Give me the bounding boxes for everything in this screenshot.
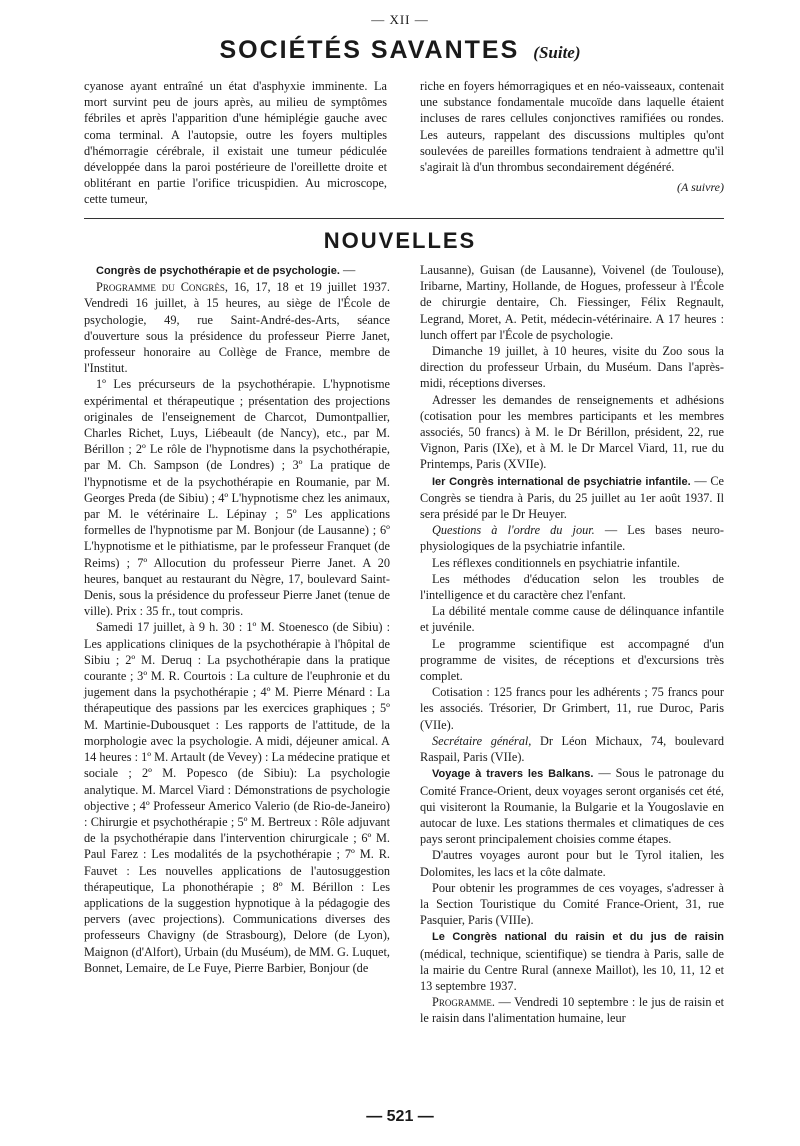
news-paragraph	[420, 473, 724, 523]
news-rubric: Congrès de psychothérapie et de psychologie.	[96, 265, 340, 277]
paragraph-text: Dimanche 19 juillet, à 10 heures, visite du Zoo sous la direction du professeur Urbain, du Muséum. Dans l'après-midi, réceptions diverses.	[420, 344, 724, 391]
news-paragraph	[420, 847, 724, 879]
section-title: SOCIÉTÉS SAVANTES	[219, 36, 520, 64]
previous-article-right	[420, 78, 724, 195]
news-paragraph	[420, 733, 724, 765]
news-paragraph	[420, 262, 724, 343]
news-title: NOUVELLES	[323, 228, 477, 253]
paragraph-text: Adresser les demandes de renseignements et adhésions (cotisation pour les membres participants et les membres associés, 50 francs) à M. le Dr Bérillon, président, 22, rue Vignon, Paris (IXe), et à M. le Dr Marcel Viard, 11, rue du Printemps, Paris (XVIIe).	[420, 392, 724, 472]
news-rubric: Ier Congrès international de psychiatrie infantile.	[432, 475, 691, 488]
paragraph: riche en foyers hémorragiques et en néo-vaisseaux, contenait une substance fondamentale mucoïde dans laquelle étaient incluses de rares cellules conjonctives ramifiées ou rondes. Les auteurs, rappelant des discussions multiples qu'ont soulevées de pareilles formations tendraient à admettre qu'il s'agirait là d'un thrombus secondairement dégénéré.	[420, 79, 724, 175]
paragraph-text: 1º Les précurseurs de la psychothérapie. L'hypnotisme expérimental et thérapeutique ; présentation des projections originales de l'enseignement de Charcot, Dumontpallier, Charles Richet, Luys, Liébeault (de Nancy), etc., par M. Bérillon ; 2º Le rôle de l'hypnotisme dans la psychothérapie, par M. Ch. Sampson (de Londres) ; 3º La pratique de l'hypnotisme et de la psychothérapie en Roumanie, par M. Georges Preda (de Sibiu) ; 4º L'hypnotisme chez les animaux, par M. le vétérinaire L. Lépinay ; 5º Les applications formelles de l'hypnotisme par M. Bonjour (de Lausanne) ; 6º L'hypnotisme et le pithiatisme, par le professeur Franquet (de Reims) ; 7º Allocution du professeur Pierre Janet. A 20 heures, banquet au restaurant du Nègre, 17, boulevard Saint-Denis, sous la présidence du professeur Pierre Janet (tenue de ville). Prix : 35 fr., tout compris.	[84, 377, 390, 619]
news-column-right	[420, 262, 724, 1027]
divider	[84, 218, 724, 219]
news-paragraph	[420, 765, 724, 847]
news-paragraph	[420, 522, 724, 554]
paragraph-text: — Ce Congrès se tiendra à Paris, du 25 juillet au 1er août 1937. Il sera présidé par le Dr Heuyer.	[420, 473, 724, 522]
news-rubric: Le Congrès national du raisin et du jus de raisin	[432, 931, 724, 944]
news-paragraph	[420, 636, 724, 685]
section-header	[0, 36, 800, 65]
paragraph-text: , 16, 17, 18 et 19 juillet 1937. Vendredi 16 juillet, à 15 heures, au siège de l'École de psychologie, 49, rue Saint-André-des-Arts, séance d'ouverture sous la présidence du professeur Pierre Janet, professeur honoraire au Collège de France, membre de l'Institut.	[84, 280, 390, 376]
paragraph-text: La débilité mentale comme cause de délinquance infantile et juvénile.	[420, 604, 724, 635]
paragraph-text: Dr Léon Michaux, 74, boulevard Raspail, Paris (VIIe).	[420, 733, 724, 765]
paragraph-text: (médical, technique, scientifique) se tiendra à Paris, salle de la mairie du Centre Rural (annexe Maillot), les 10, 11, 12 et 13 septembre 1937.	[420, 946, 724, 993]
to-be-continued: (A suivre)	[677, 180, 724, 195]
small-caps-lead: Programme.	[432, 995, 495, 1010]
previous-article-left	[84, 78, 387, 208]
paragraph-text: Lausanne), Guisan (de Lausanne), Voivenel (de Toulouse), Iribarne, Martiny, Hollande, de Hogues, professeur à l'École de chirurgie dentaire, Ch. Fiessinger, Félix Regnault, Legrand, Moret, A. Petit, médecin-vétérinaire. A 17 heures : lunch offert par l'École de psychologie.	[420, 263, 724, 342]
news-paragraph	[84, 619, 390, 975]
paragraph-text: Les réflexes conditionnels en psychiatrie infantile.	[432, 555, 680, 570]
paragraph-text: Le programme scientifique est accompagné d'un programme de visites, de réceptions et d'excursions très complet.	[420, 636, 724, 684]
news-paragraph	[420, 343, 724, 392]
paragraph-text: — Sous le patronage du Comité France-Orient, deux voyages seront organisés cet été, qui visiteront la Roumanie, la Bulgarie et la Yougoslavie en autocar de luxe. Les stations thermales et climatiques de ces pays seront principalement choisies comme étapes.	[420, 766, 724, 847]
section-suite: (Suite)	[533, 43, 581, 62]
news-paragraph	[84, 262, 390, 279]
news-paragraph	[84, 279, 390, 376]
news-paragraph	[420, 928, 724, 994]
paragraph-text: Cotisation : 125 francs pour les adhérents ; 75 francs pour les associés. Trésorier, Dr Grimbert, 11, rue Duroc, Paris (VIIe).	[420, 685, 724, 732]
news-paragraph	[420, 392, 724, 473]
paragraph-text: —	[339, 263, 356, 277]
news-paragraph	[84, 376, 390, 619]
news-rubric: Voyage à travers les Balkans.	[432, 768, 594, 781]
small-caps-lead: Programme du Congrès	[96, 280, 225, 295]
news-paragraph	[420, 880, 724, 929]
news-paragraph	[420, 603, 724, 635]
paragraph-text: — Vendredi 10 septembre : le jus de raisin et le raisin dans l'alimentation humaine, leur	[420, 995, 724, 1026]
paragraph: cyanose ayant entraîné un état d'asphyxie imminente. La mort survint peu de jours après, au milieu de symptômes fébriles et après l'apparition d'une hémiplégie gauche avec coma terminal. A l'autopsie, outre les foyers multiples d'hémorragie cérébrale, il existait une tumeur pédiculée développée dans la paroi postérieure de l'oreillette droite et oblitérant en partie l'orifice tricuspidien. Au microscope, cette tumeur,	[84, 79, 387, 207]
news-paragraph	[420, 571, 724, 603]
italic-lead: Secrétaire général,	[432, 733, 532, 748]
page-number: — 521 —	[366, 1108, 434, 1125]
news-paragraph	[420, 684, 724, 733]
news-paragraph	[420, 555, 724, 571]
paragraph-text: Les méthodes d'éducation selon les troubles de l'intelligence et du caractère chez l'enfant.	[420, 571, 724, 603]
news-column-left	[84, 262, 390, 976]
italic-lead: Questions à l'ordre du jour.	[432, 523, 595, 538]
roman-page-number: — XII —	[371, 12, 429, 27]
news-paragraph	[420, 994, 724, 1026]
paragraph-text: D'autres voyages auront pour but le Tyrol italien, les Dolomites, les lacs et la côte dalmate.	[420, 848, 724, 879]
paragraph-text: Pour obtenir les programmes de ces voyages, s'adresser à la Section Touristique du Comité France-Orient, 31, rue Pasquier, Paris (VIIIe).	[420, 880, 724, 928]
paragraph-text: — Les bases neuro-physiologiques de la psychiatrie infantile.	[420, 523, 724, 554]
paragraph-text: Samedi 17 juillet, à 9 h. 30 : 1º M. Stoenesco (de Sibiu) : Les applications cliniques de la psychothérapie à l'hôpital de Sibiu ; 2º M. Deruq : La psychothérapie dans la pratique courante ; 3º M. R. Courtois : La culture de l'euphronie et du jugement dans la psychothérapie ; 4º M. Pierre Ménard : La thérapeutique des passions par les exercices graphiques ; 5º M. Martinie-Dubousquet : Les rapports de l'attitude, de la morphologie avec la psychologie. A midi, déjeuner amical. A 14 heures : 1º M. Artault (de Vevey) : La médecine pratique et sociale ; 2º M. Popesco (de Sibiu): La psychologie analytique. M. Marcel Viard : Démonstrations de psychologie objective ; 4º Professeur Americo Valerio (de Rio-de-Janeiro) : Chirurgie et psychothérapie ; 5º M. Bertreux : Rôle adjuvant de la psychothérapie dans l'intervention chirurgicale ; 6º M. Paul Farez : Les modalités de la psychothérapie ; 7º M. R. Fauvet : Les nouvelles applications de l'autosuggestion thérapeutique, La phonothérapie ; 8º M. Bérillon : Les applications de la suggestion hypnotique à la pédagogie des pervers (avec projections). Communications diverses des professeurs Chavigny (de Strasbourg), Delore (de Lyon), Maignon (d'Alfort), Urbain (du Muséum), de MM. G. Luquet, Bonnet, Lemaire, de Le Fuye, Pierre Barbier, Bonjour (de	[84, 620, 390, 975]
